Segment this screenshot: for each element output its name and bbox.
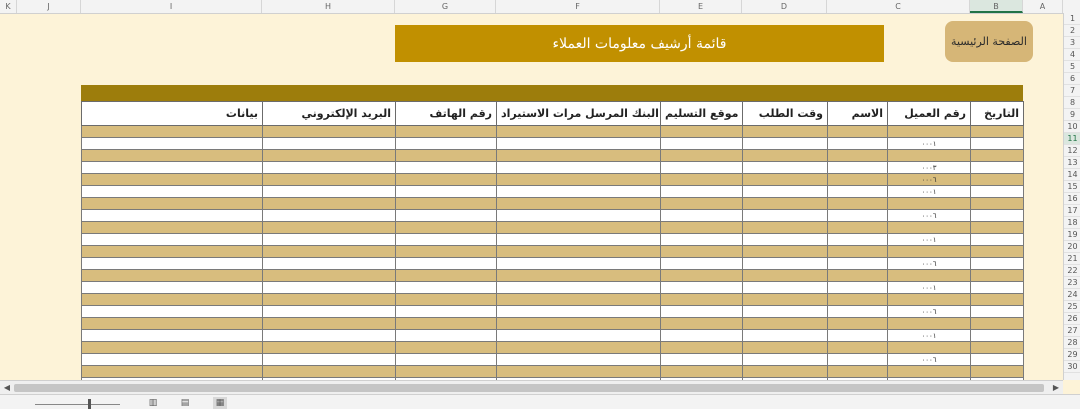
- table-cell[interactable]: [263, 222, 396, 234]
- table-cell[interactable]: [828, 222, 888, 234]
- customer-id-cell[interactable]: [888, 126, 971, 138]
- table-cell[interactable]: [971, 222, 1024, 234]
- table-cell[interactable]: [497, 174, 661, 186]
- table-header-band: [81, 85, 1023, 102]
- table-cell[interactable]: [661, 234, 743, 246]
- table-cell[interactable]: [497, 354, 661, 366]
- column-header-selected[interactable]: B: [970, 0, 1023, 13]
- table-cell[interactable]: [396, 222, 497, 234]
- table-cell[interactable]: [971, 366, 1024, 378]
- column-header[interactable]: K: [0, 0, 17, 13]
- page-title: قائمة أرشيف معلومات العملاء: [552, 35, 727, 52]
- table-cell[interactable]: [971, 246, 1024, 258]
- table-cell[interactable]: [82, 138, 263, 150]
- table-cell[interactable]: [828, 342, 888, 354]
- normal-view-icon[interactable]: ▦: [213, 397, 227, 409]
- customer-id-cell[interactable]: ٠٠٠١: [888, 138, 971, 150]
- table-row: [82, 162, 1024, 174]
- table-row: [82, 126, 1024, 138]
- table-cell[interactable]: [396, 246, 497, 258]
- customer-id-cell[interactable]: [888, 366, 971, 378]
- table-cell[interactable]: [263, 174, 396, 186]
- row-header-strip: [1063, 13, 1080, 380]
- table-cell[interactable]: [396, 210, 497, 222]
- table-row: [82, 366, 1024, 378]
- table-row: [82, 150, 1024, 162]
- table-row: [82, 198, 1024, 210]
- table-cell[interactable]: [497, 294, 661, 306]
- table-cell[interactable]: [661, 138, 743, 150]
- table-cell[interactable]: [828, 150, 888, 162]
- table-cell[interactable]: [396, 366, 497, 378]
- column-header[interactable]: E: [660, 0, 742, 13]
- customer-id-cell[interactable]: ٠٠٠٦: [888, 354, 971, 366]
- table-cell[interactable]: [82, 354, 263, 366]
- table-cell[interactable]: [396, 306, 497, 318]
- table-cell[interactable]: [743, 354, 828, 366]
- table-cell[interactable]: [497, 258, 661, 270]
- row-header[interactable]: 25: [1064, 301, 1080, 313]
- horizontal-scrollbar[interactable]: [0, 380, 1063, 395]
- table-cell[interactable]: [828, 174, 888, 186]
- column-header[interactable]: J: [17, 0, 81, 13]
- table-cell[interactable]: [828, 234, 888, 246]
- table-cell[interactable]: [971, 318, 1024, 330]
- table-cell[interactable]: [743, 234, 828, 246]
- table-cell[interactable]: [82, 186, 263, 198]
- table-cell[interactable]: [661, 126, 743, 138]
- table-cell[interactable]: [661, 330, 743, 342]
- table-cell[interactable]: [263, 138, 396, 150]
- table-cell[interactable]: [497, 210, 661, 222]
- table-cell[interactable]: [971, 342, 1024, 354]
- table-cell[interactable]: [743, 174, 828, 186]
- table-cell[interactable]: [661, 246, 743, 258]
- table-cell[interactable]: [82, 282, 263, 294]
- column-header-email[interactable]: البريد الإلكتروني: [263, 102, 396, 126]
- table-cell[interactable]: [396, 318, 497, 330]
- table-cell[interactable]: [497, 282, 661, 294]
- table-cell[interactable]: [971, 330, 1024, 342]
- customer-archive-table: [81, 101, 1024, 390]
- table-cell[interactable]: [971, 234, 1024, 246]
- row-header[interactable]: 2: [1064, 25, 1080, 37]
- table-cell[interactable]: [828, 330, 888, 342]
- table-cell[interactable]: [396, 126, 497, 138]
- table-cell[interactable]: [497, 330, 661, 342]
- table-cell[interactable]: [828, 126, 888, 138]
- row-header[interactable]: 10: [1064, 121, 1080, 133]
- table-cell[interactable]: [497, 342, 661, 354]
- table-row: [82, 138, 1024, 150]
- row-header[interactable]: 14: [1064, 169, 1080, 181]
- table-row: [82, 318, 1024, 330]
- table-row: [82, 342, 1024, 354]
- table-cell[interactable]: [82, 198, 263, 210]
- table-cell[interactable]: [661, 174, 743, 186]
- table-cell[interactable]: [743, 294, 828, 306]
- table-cell[interactable]: [497, 246, 661, 258]
- page-break-view-icon[interactable]: ▥: [148, 398, 158, 408]
- table-cell[interactable]: [263, 258, 396, 270]
- table-cell[interactable]: [743, 210, 828, 222]
- table-cell[interactable]: [828, 246, 888, 258]
- table-cell[interactable]: [82, 126, 263, 138]
- table-cell[interactable]: [263, 126, 396, 138]
- table-cell[interactable]: [743, 222, 828, 234]
- customer-id-cell[interactable]: [888, 198, 971, 210]
- customer-id-cell[interactable]: [888, 246, 971, 258]
- row-header[interactable]: 28: [1064, 337, 1080, 349]
- table-cell[interactable]: [661, 186, 743, 198]
- row-header[interactable]: 18: [1064, 217, 1080, 229]
- table-cell[interactable]: [263, 162, 396, 174]
- table-cell[interactable]: [497, 366, 661, 378]
- table-row: [82, 354, 1024, 366]
- customer-id-cell[interactable]: ٠٠٠١: [888, 186, 971, 198]
- customer-id-cell[interactable]: ٠٠٠٦: [888, 210, 971, 222]
- table-cell[interactable]: [497, 150, 661, 162]
- row-header[interactable]: 21: [1064, 253, 1080, 265]
- table-cell[interactable]: [828, 138, 888, 150]
- table-cell[interactable]: [743, 282, 828, 294]
- column-header-delivery-location[interactable]: موقع التسليم: [661, 102, 743, 126]
- table-cell[interactable]: [263, 150, 396, 162]
- table-cell[interactable]: [828, 354, 888, 366]
- scroll-left-icon[interactable]: ◀: [3, 383, 11, 392]
- column-header-name[interactable]: الاسم: [828, 102, 888, 126]
- table-cell[interactable]: [743, 342, 828, 354]
- table-cell[interactable]: [971, 162, 1024, 174]
- table-header-row: [82, 102, 1024, 126]
- table-row: [82, 246, 1024, 258]
- row-header[interactable]: 4: [1064, 49, 1080, 61]
- column-header[interactable]: I: [81, 0, 262, 13]
- table-cell[interactable]: [661, 222, 743, 234]
- customer-id-cell[interactable]: [888, 294, 971, 306]
- customer-id-cell[interactable]: [888, 342, 971, 354]
- table-cell[interactable]: [82, 294, 263, 306]
- row-header[interactable]: 3: [1064, 37, 1080, 49]
- customer-id-cell[interactable]: ٠٠٠٣: [888, 162, 971, 174]
- table-cell[interactable]: [971, 126, 1024, 138]
- customer-id-cell[interactable]: ٠٠٠١: [888, 282, 971, 294]
- row-header[interactable]: 20: [1064, 241, 1080, 253]
- table-cell[interactable]: [661, 318, 743, 330]
- table-cell[interactable]: [661, 270, 743, 282]
- table-cell[interactable]: [661, 366, 743, 378]
- row-header[interactable]: 13: [1064, 157, 1080, 169]
- table-cell[interactable]: [82, 270, 263, 282]
- customer-id-cell[interactable]: [888, 222, 971, 234]
- table-cell[interactable]: [263, 342, 396, 354]
- table-cell[interactable]: [396, 186, 497, 198]
- table-row: [82, 174, 1024, 186]
- table-cell[interactable]: [396, 198, 497, 210]
- table-cell[interactable]: [82, 258, 263, 270]
- table-cell[interactable]: [396, 138, 497, 150]
- customer-id-cell[interactable]: ٠٠٠١: [888, 330, 971, 342]
- table-cell[interactable]: [497, 270, 661, 282]
- table-cell[interactable]: [82, 306, 263, 318]
- table-cell[interactable]: [971, 282, 1024, 294]
- table-cell[interactable]: [82, 210, 263, 222]
- table-row: [82, 282, 1024, 294]
- row-header[interactable]: 1: [1064, 13, 1080, 25]
- table-cell[interactable]: [82, 366, 263, 378]
- table-cell[interactable]: [396, 258, 497, 270]
- table-cell[interactable]: [743, 306, 828, 318]
- table-cell[interactable]: [828, 186, 888, 198]
- table-cell[interactable]: [828, 318, 888, 330]
- table-cell[interactable]: [263, 270, 396, 282]
- row-header[interactable]: 22: [1064, 265, 1080, 277]
- column-header-order-time[interactable]: وقت الطلب: [743, 102, 828, 126]
- column-header[interactable]: C: [827, 0, 970, 13]
- row-header[interactable]: 27: [1064, 325, 1080, 337]
- row-header[interactable]: 9: [1064, 109, 1080, 121]
- table-cell[interactable]: [263, 330, 396, 342]
- table-cell[interactable]: [828, 366, 888, 378]
- table-cell[interactable]: [82, 330, 263, 342]
- table-cell[interactable]: [661, 294, 743, 306]
- table-cell[interactable]: [661, 150, 743, 162]
- table-cell[interactable]: [661, 210, 743, 222]
- table-cell[interactable]: [396, 162, 497, 174]
- table-cell[interactable]: [396, 342, 497, 354]
- table-cell[interactable]: [82, 162, 263, 174]
- row-header[interactable]: 6: [1064, 73, 1080, 85]
- page-layout-view-icon[interactable]: ▤: [180, 398, 190, 408]
- table-cell[interactable]: [971, 294, 1024, 306]
- table-cell[interactable]: [661, 198, 743, 210]
- table-row: [82, 294, 1024, 306]
- table-cell[interactable]: [497, 126, 661, 138]
- table-cell[interactable]: [263, 186, 396, 198]
- table-cell[interactable]: [828, 162, 888, 174]
- table-cell[interactable]: [828, 270, 888, 282]
- column-header[interactable]: F: [496, 0, 660, 13]
- table-cell[interactable]: [971, 138, 1024, 150]
- row-header[interactable]: 24: [1064, 289, 1080, 301]
- table-cell[interactable]: [971, 186, 1024, 198]
- row-header[interactable]: 12: [1064, 145, 1080, 157]
- table-cell[interactable]: [82, 342, 263, 354]
- column-header-data[interactable]: بيانات: [82, 102, 263, 126]
- customer-id-cell[interactable]: ٠٠٠١: [888, 234, 971, 246]
- table-cell[interactable]: [743, 198, 828, 210]
- home-page-button[interactable]: الصفحة الرئيسية: [945, 21, 1033, 62]
- table-cell[interactable]: [497, 234, 661, 246]
- table-cell[interactable]: [743, 162, 828, 174]
- customer-id-cell[interactable]: ٠٠٠٦: [888, 306, 971, 318]
- table-cell[interactable]: [396, 234, 497, 246]
- column-header-date[interactable]: التاريخ: [971, 102, 1024, 126]
- column-header[interactable]: D: [742, 0, 827, 13]
- table-cell[interactable]: [263, 234, 396, 246]
- table-row: [82, 222, 1024, 234]
- row-header[interactable]: 19: [1064, 229, 1080, 241]
- row-header[interactable]: 11: [1064, 133, 1080, 145]
- table-cell[interactable]: [497, 222, 661, 234]
- table-row: [82, 186, 1024, 198]
- scrollbar-thumb[interactable]: [14, 384, 1044, 392]
- zoom-slider[interactable]: [35, 404, 120, 405]
- column-header[interactable]: A: [1023, 0, 1063, 13]
- customer-id-cell[interactable]: [888, 150, 971, 162]
- row-header[interactable]: 17: [1064, 205, 1080, 217]
- table-cell[interactable]: [497, 198, 661, 210]
- row-header[interactable]: 23: [1064, 277, 1080, 289]
- table-cell[interactable]: [497, 306, 661, 318]
- table-cell[interactable]: [82, 174, 263, 186]
- row-header[interactable]: 5: [1064, 61, 1080, 73]
- table-cell[interactable]: [661, 342, 743, 354]
- table-cell[interactable]: [82, 318, 263, 330]
- table-cell[interactable]: [743, 150, 828, 162]
- table-cell[interactable]: [263, 282, 396, 294]
- scroll-right-icon[interactable]: ▶: [1052, 383, 1060, 392]
- table-cell[interactable]: [828, 198, 888, 210]
- row-header[interactable]: 8: [1064, 97, 1080, 109]
- table-cell[interactable]: [661, 354, 743, 366]
- table-cell[interactable]: [263, 366, 396, 378]
- status-bar: [0, 394, 1080, 409]
- column-header-bank[interactable]: البنك المرسل مرات الاستيراد: [497, 102, 661, 126]
- row-header[interactable]: 7: [1064, 85, 1080, 97]
- row-header[interactable]: 15: [1064, 181, 1080, 193]
- table-cell[interactable]: [82, 234, 263, 246]
- table-cell[interactable]: [263, 294, 396, 306]
- table-row: [82, 258, 1024, 270]
- table-cell[interactable]: [743, 138, 828, 150]
- table-cell[interactable]: [971, 258, 1024, 270]
- table-cell[interactable]: [743, 186, 828, 198]
- table-cell[interactable]: [971, 150, 1024, 162]
- table-cell[interactable]: [743, 126, 828, 138]
- table-cell[interactable]: [971, 174, 1024, 186]
- table-cell[interactable]: [743, 258, 828, 270]
- column-header[interactable]: G: [395, 0, 496, 13]
- table-cell[interactable]: [971, 270, 1024, 282]
- table-cell[interactable]: [263, 318, 396, 330]
- table-cell[interactable]: [396, 150, 497, 162]
- table-cell[interactable]: [396, 294, 497, 306]
- table-cell[interactable]: [396, 354, 497, 366]
- row-header[interactable]: 29: [1064, 349, 1080, 361]
- table-row: [82, 270, 1024, 282]
- table-cell[interactable]: [743, 330, 828, 342]
- table-cell[interactable]: [661, 162, 743, 174]
- table-cell[interactable]: [971, 354, 1024, 366]
- table-cell[interactable]: [263, 210, 396, 222]
- customer-id-cell[interactable]: [888, 318, 971, 330]
- table-cell[interactable]: [396, 174, 497, 186]
- table-cell[interactable]: [82, 150, 263, 162]
- table-cell[interactable]: [396, 282, 497, 294]
- column-header-customer-id[interactable]: رقم العميل: [888, 102, 971, 126]
- row-header[interactable]: 30: [1064, 361, 1080, 373]
- table-cell[interactable]: [971, 210, 1024, 222]
- table-cell[interactable]: [396, 330, 497, 342]
- table-cell[interactable]: [263, 354, 396, 366]
- table-cell[interactable]: [82, 246, 263, 258]
- table-cell[interactable]: [828, 258, 888, 270]
- column-header-strip: [0, 0, 1080, 14]
- column-header[interactable]: H: [262, 0, 395, 13]
- table-cell[interactable]: [497, 186, 661, 198]
- table-cell[interactable]: [497, 138, 661, 150]
- table-cell[interactable]: [661, 258, 743, 270]
- table-cell[interactable]: [497, 162, 661, 174]
- table-cell[interactable]: [828, 294, 888, 306]
- table-cell[interactable]: [828, 306, 888, 318]
- table-cell[interactable]: [263, 246, 396, 258]
- row-header[interactable]: 16: [1064, 193, 1080, 205]
- table-cell[interactable]: [743, 366, 828, 378]
- customer-id-cell[interactable]: [888, 270, 971, 282]
- table-cell[interactable]: [828, 282, 888, 294]
- table-cell[interactable]: [971, 306, 1024, 318]
- customer-id-cell[interactable]: ٠٠٠٦: [888, 174, 971, 186]
- customer-id-cell[interactable]: ٠٠٠٦: [888, 258, 971, 270]
- table-cell[interactable]: [743, 270, 828, 282]
- table-cell[interactable]: [971, 198, 1024, 210]
- table-row: [82, 306, 1024, 318]
- table-cell[interactable]: [497, 318, 661, 330]
- table-cell[interactable]: [396, 270, 497, 282]
- table-row: [82, 330, 1024, 342]
- table-cell[interactable]: [743, 318, 828, 330]
- column-header-phone[interactable]: رقم الهاتف: [396, 102, 497, 126]
- title-banner: [395, 25, 884, 62]
- table-cell[interactable]: [743, 246, 828, 258]
- table-cell[interactable]: [661, 282, 743, 294]
- table-row: [82, 234, 1024, 246]
- table-cell[interactable]: [263, 306, 396, 318]
- table-cell[interactable]: [661, 306, 743, 318]
- table-cell[interactable]: [263, 198, 396, 210]
- table-row: [82, 210, 1024, 222]
- table-cell[interactable]: [828, 210, 888, 222]
- row-header[interactable]: 26: [1064, 313, 1080, 325]
- table-cell[interactable]: [82, 222, 263, 234]
